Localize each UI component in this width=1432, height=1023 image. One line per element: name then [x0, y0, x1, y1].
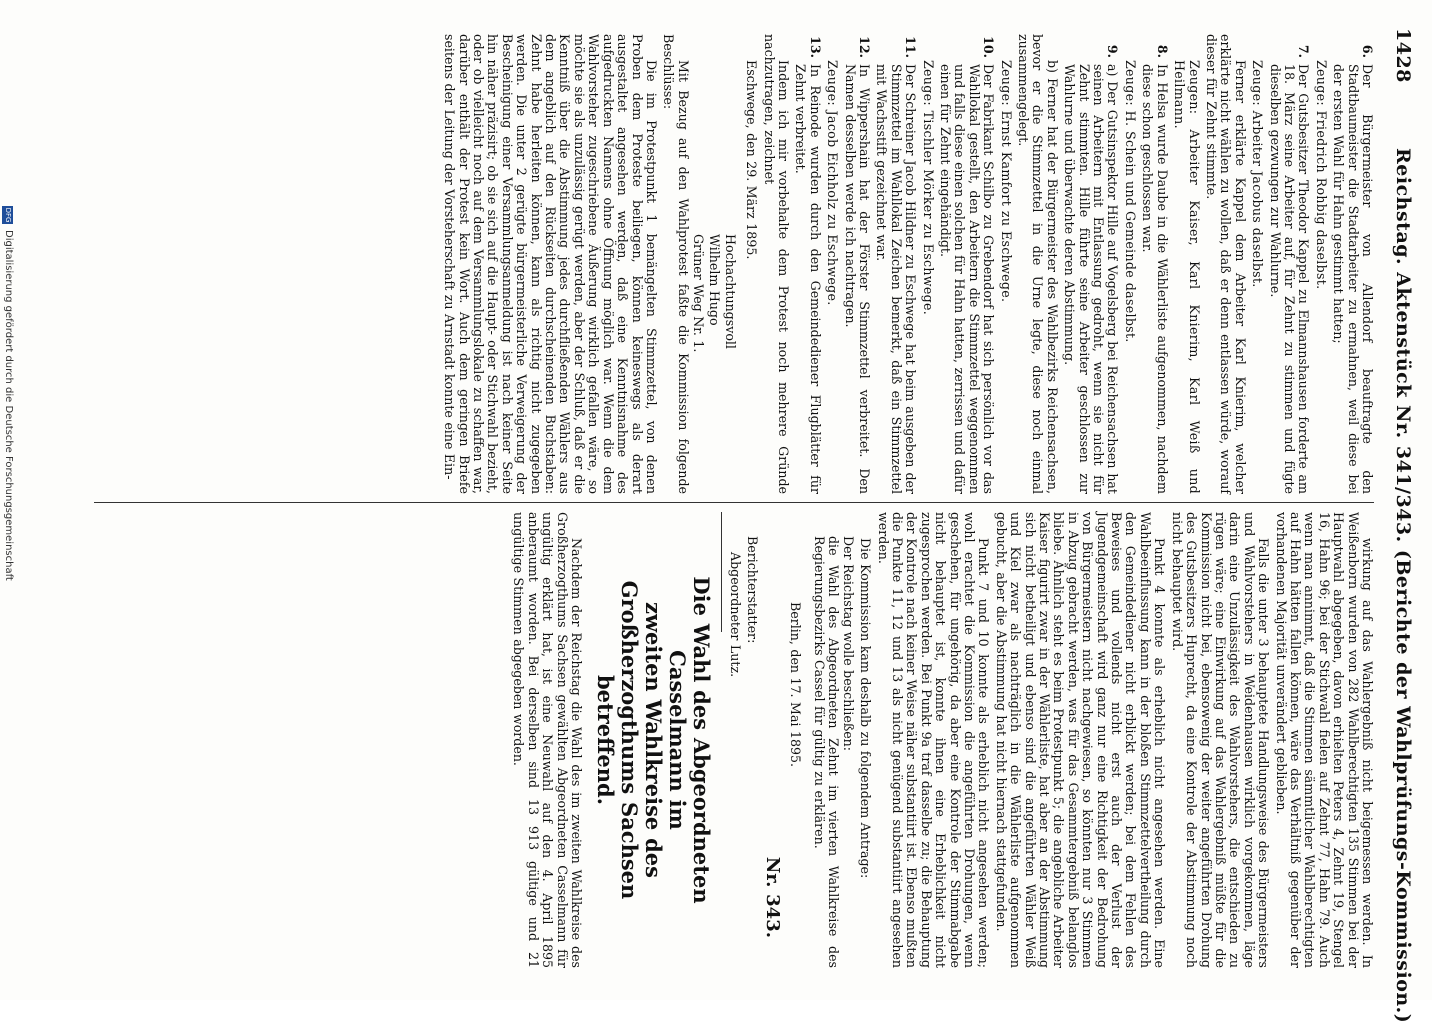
item-number: 12.	[857, 36, 872, 58]
motion-block	[812, 536, 855, 968]
witness-line: Zeuge: Ernst Kamfort zu Eschwege.	[998, 60, 1014, 303]
paragraph: b) Ferner hat der Bürgermeister des Wahlbezirks Reichensachsen, bevor er die Stimmzettel in die Urne legte, diese noch einmal zusammengelegt.	[1016, 34, 1060, 494]
signature-line: Wilhelm Hugo	[706, 234, 722, 326]
section-divider	[721, 512, 722, 632]
item-text: Der Bürgermeister von Allendorf beauftragte den Stadtbaumeister die Stadtarbeiter zu ermahnen, weil diese bei der ersten Wahl für Hahn gestimmt hatten;	[1331, 64, 1375, 494]
running-title: Reichstag. Aktenstück Nr. 341/343. (Berichte der Wahlprüfungs-Kommission.)	[1392, 148, 1414, 1023]
section-heading	[593, 512, 713, 968]
protest-item	[938, 34, 996, 494]
signature-line: Hochachtungsvoll	[722, 234, 738, 349]
paragraph: Ferner erklärte Kappel dem Arbeiter Karl Knierim, welcher erklärte nicht wählen zu wollen, daß er denn entlassen würde, worauf dieser für Zehnt stimmte.	[1203, 34, 1248, 494]
protest-item	[1062, 34, 1120, 494]
digitization-footer	[0, 0, 14, 1000]
page-number: 1428	[1392, 28, 1414, 83]
witness-line: Zeuge: Jacob Eichholz zu Eschwege.	[825, 60, 841, 306]
paragraph: Mit Bezug auf den Wahlprotest faßte die Kommission folgende Beschlüsse:	[661, 34, 691, 494]
document-number: Nr. 343.	[762, 856, 784, 938]
paragraph: Punkt 7 und 10 konnte als erheblich nicht angesehen werden; wohl erachtet die Kommission die angeführten Drohungen, wenn geschehen, für ungehörig, da aber eine Kontrole der Stimmabgabe nicht behauptet ist, konnte ihnen eine Erheblichkeit nicht zugesprochen werden. Bei Punkt 9a traf dasselbe zu; die Behauptung der Kontrole nach keiner Weise näher substantiirt ist. Ebenso mußten die Punkte 11, 12 und 13 als nicht genügend substantiirt angesehen werden.	[875, 512, 992, 968]
paragraph: Nachdem der Reichstag die Wahl des im zweiten Wahlkreise des Großherzogthums Sachsen gewählten Abgeordneten Casselmann für ungültig erklärt hat, ist eine Neuwahl auf den 4. April 1895 anberaumt worden. Bei derselben sind 13 913 gültige und 21 ungültige Stimmen abgegeben worden.	[511, 512, 584, 968]
paragraph: Falls die unter 3 behauptete Handlungsweise des Bürgermeisters und Wahlvorstehers in Weidenhausen wirklich vorgekommen, läge darin eine Unzulässigkeit des Wahlvorstehers, die entschieden zu rügen wäre; eine Einwirkung auf das Wahlergebniß müßte für die Kommission nicht bei, ebensowenig der weiter angeführten Drohung des Gutsbesitzers Huprecht, da eine Kontrole der Abstimmung noch nicht behauptet wird.	[1169, 512, 1272, 968]
item-number: 8.	[1154, 44, 1170, 58]
item-text: In Reinode wurden durch den Gemeindediener Flugblätter für Zehnt verbreitet.	[793, 64, 823, 494]
paragraph: wirkung auf das Wahlergebniß nicht beigemessen werden. In Weißenborn wurden von 282 Wahlberechtigten 135 Stimmen bei der Hauptwahl abgegeben, davon erhielten Peters 4, Zehnt 19, Stengel 16, Hahn 96; bei der Stichwahl fielen auf Zehnt 77, Hahn 79. Auch wenn man annimmt, daß die Stimmen sämmtlicher Wahlberechtigten auf Hahn hätten fallen können, wäre das Verhältniß gegenüber der vorhandenen Majorität unverändert geblieben.	[1273, 512, 1375, 968]
witness-line: Zeugen: Arbeiter Kaiser, Karl Knierim, Karl Weiß und Heilmann.	[1172, 60, 1202, 494]
item-text: In Helsa wurde Daube in die Wählerliste aufgenommen, nachdem diese schon geschlossen war.	[1140, 64, 1170, 494]
reporter-name: Abgeordneter Lutz.	[728, 552, 744, 678]
witness-line: Zeuge: Arbeiter Jacobus daselbst.	[1250, 60, 1266, 288]
protest-item	[874, 34, 917, 494]
heading-line: betreffend.	[592, 674, 618, 806]
item-text: a) Der Gutsinspektor Hille auf Vogelsberg bei Reichensachsen hat seinen Arbeitern mit Entlassung gedroht, wenn sie nicht für Zehnt stimmten. Hille führte seine Arbeiter geschlossen zur Wahlurne und überwachte deren Abstimmung.	[1062, 64, 1121, 494]
column-divider	[94, 502, 1374, 503]
item-text: Der Schreiner Jacob Hildner zu Eschwege hat beim ausgeben der Stimmzettel im Wahllokal Zeichen bemerkt, daß ein Stimmzettel mit Wachsstift gezeichnet war.	[874, 64, 919, 494]
item-text: Der Fabrikant Schilbo zu Grebendorf hat sich persönlich vor das Wahllokal gestellt, den Arbeitern die Stimmzettel weggenommen und falls diese einen solchen für Hahn hatten, zerrissen und dafür einen für Zehnt eingehändigt.	[938, 64, 997, 494]
paragraph: Indem ich mir vorbehalte dem Protest noch mehrere Gründe nachzutragen, zeichnet	[761, 34, 791, 494]
left-column	[439, 34, 1374, 494]
motion-line: die Wahl des Abgeordneten Zehnt im vierten Wahlkreise des Regierungsbezirks Cassel für gültig zu erklären.	[811, 536, 842, 968]
witness-line: Zeuge: Friedrich Rohbig daselbst.	[1313, 60, 1329, 290]
protest-item	[793, 34, 822, 494]
protest-item	[1140, 34, 1169, 494]
place-date: Berlin, den 17. Mai 1895.	[787, 602, 803, 768]
item-number: 10.	[981, 36, 997, 58]
item-number: 6.	[1360, 44, 1375, 58]
item-number: 7.	[1296, 44, 1312, 58]
paragraph: Punkt 4 konnte als erheblich nicht angesehen werden. Eine Wahlbeeinflussung kann in der bloßen Stimmzettelvertheilung durch den Gemeindediener nicht erblickt werden; bei dem Fehlen des Beweises und vollends nicht erst auch der Verlust der Jugendgemeinschaft wird ganz nur eine Richtigkeit der Bedrohung von Bürgermeistern nicht nachgewiesen, so könnten nur 3 Stimmen in Abzug gebracht werden, was für das Gesammtergebniß belanglos bliebe. Ähnlich steht es beim Protestpunkt 5; die angebliche Arbeiter Kaiser figurirt zwar in der Wählerliste, hat aber an der Abstimmung sich nicht betheiligt und ebenso sind die angeführten Wähler Weiß und Kiel zwar als nachträglich in die Wählerliste aufgenommen gebucht, aber die Abstimmung hat nicht hiernach stattgefunden.	[993, 512, 1168, 968]
item-number: 11.	[903, 36, 919, 58]
signature-block	[690, 234, 738, 494]
heading-line: zweiten Wahlkreise des Großherzogthums Sachsen	[616, 580, 666, 900]
protest-item	[1267, 34, 1310, 494]
protest-item	[842, 34, 871, 494]
witness-line: Zeuge: H. Schein und Gemeinde daselbst.	[1122, 60, 1138, 343]
motion-line: Der Reichstag wolle beschließen:	[840, 536, 856, 752]
item-number: 9.	[1105, 44, 1121, 58]
signature-line: Grüner Weg Nr. 1.	[690, 234, 706, 353]
item-number: 13.	[807, 36, 823, 58]
paragraph: Die im Protestpunkt 1 bemängelten Stimmzettel, von denen Proben dem Proteste beiliegen, können keineswegs als derart ausgestaltet angesehen werden, daß eine Kenntnisnahme des aufgedruckten Namens ohne Öffnung möglich war. Wenn die dem Wahlvorsteher zugeschriebene Äußerung wirklich gefallen wäre, so möchte sie als unzulässig gerügt werden, aber der Schluß, daß er die Kenntniß über die Abstimmung jedes durchfließenden Wählers aus dem angeblich auf den Rückseiten durchscheinenden Buchstaben: Zehnt habe herleiten können, kann als richtig nicht zugegeben werden. Die unter 2 gerügte bürgermeisterliche Verweigerung der Bescheinigung einer Versammlungsanmeldung ist nach keiner Seite hin näher präzisirt; ob sie sich auf die Haupt- oder Stichwahl bezieht, oder ob vielleicht noch auf dem Versammlungslokale zu schaffen war, darüber enthält der Protest kein Wort. Auch dem geringen Briefe seitens der Leitung der Vorsteherschaft zu Arnstadt konnte eine Ein-	[442, 34, 659, 494]
paragraph: Eschwege, den 29. März 1895.	[744, 60, 760, 260]
witness-line: Zeuge: Tischler Mörker zu Eschwege.	[920, 60, 936, 316]
paragraph: Die Kommission kam deshalb zu folgendem Antrage:	[858, 538, 874, 879]
protest-item	[1331, 34, 1374, 494]
item-text: In Wippershain hat der Förster Stimmzettel verbreitet. Den Namen desselben werde ich nachtragen.	[842, 64, 872, 494]
item-text: Der Gutsbesitzer Theodor Kappel zu Elmannshausen forderte am 18. März seine Arbeiter auf, für Zehnt zu stimmen und fügte dieselben gezwungen zur Wahlurne.	[1267, 64, 1312, 494]
heading-line: Die Wahl des Abgeordneten Casselmann im	[664, 576, 714, 904]
digitization-credit: Digitalisierung gefördert durch die Deutsche Forschungsgemeinschaft	[3, 230, 14, 581]
reporter-label: Berichterstatter:	[744, 536, 760, 644]
page-header	[1380, 28, 1414, 1023]
right-column	[508, 512, 1374, 968]
dfg-logo: DFG	[4, 207, 12, 223]
